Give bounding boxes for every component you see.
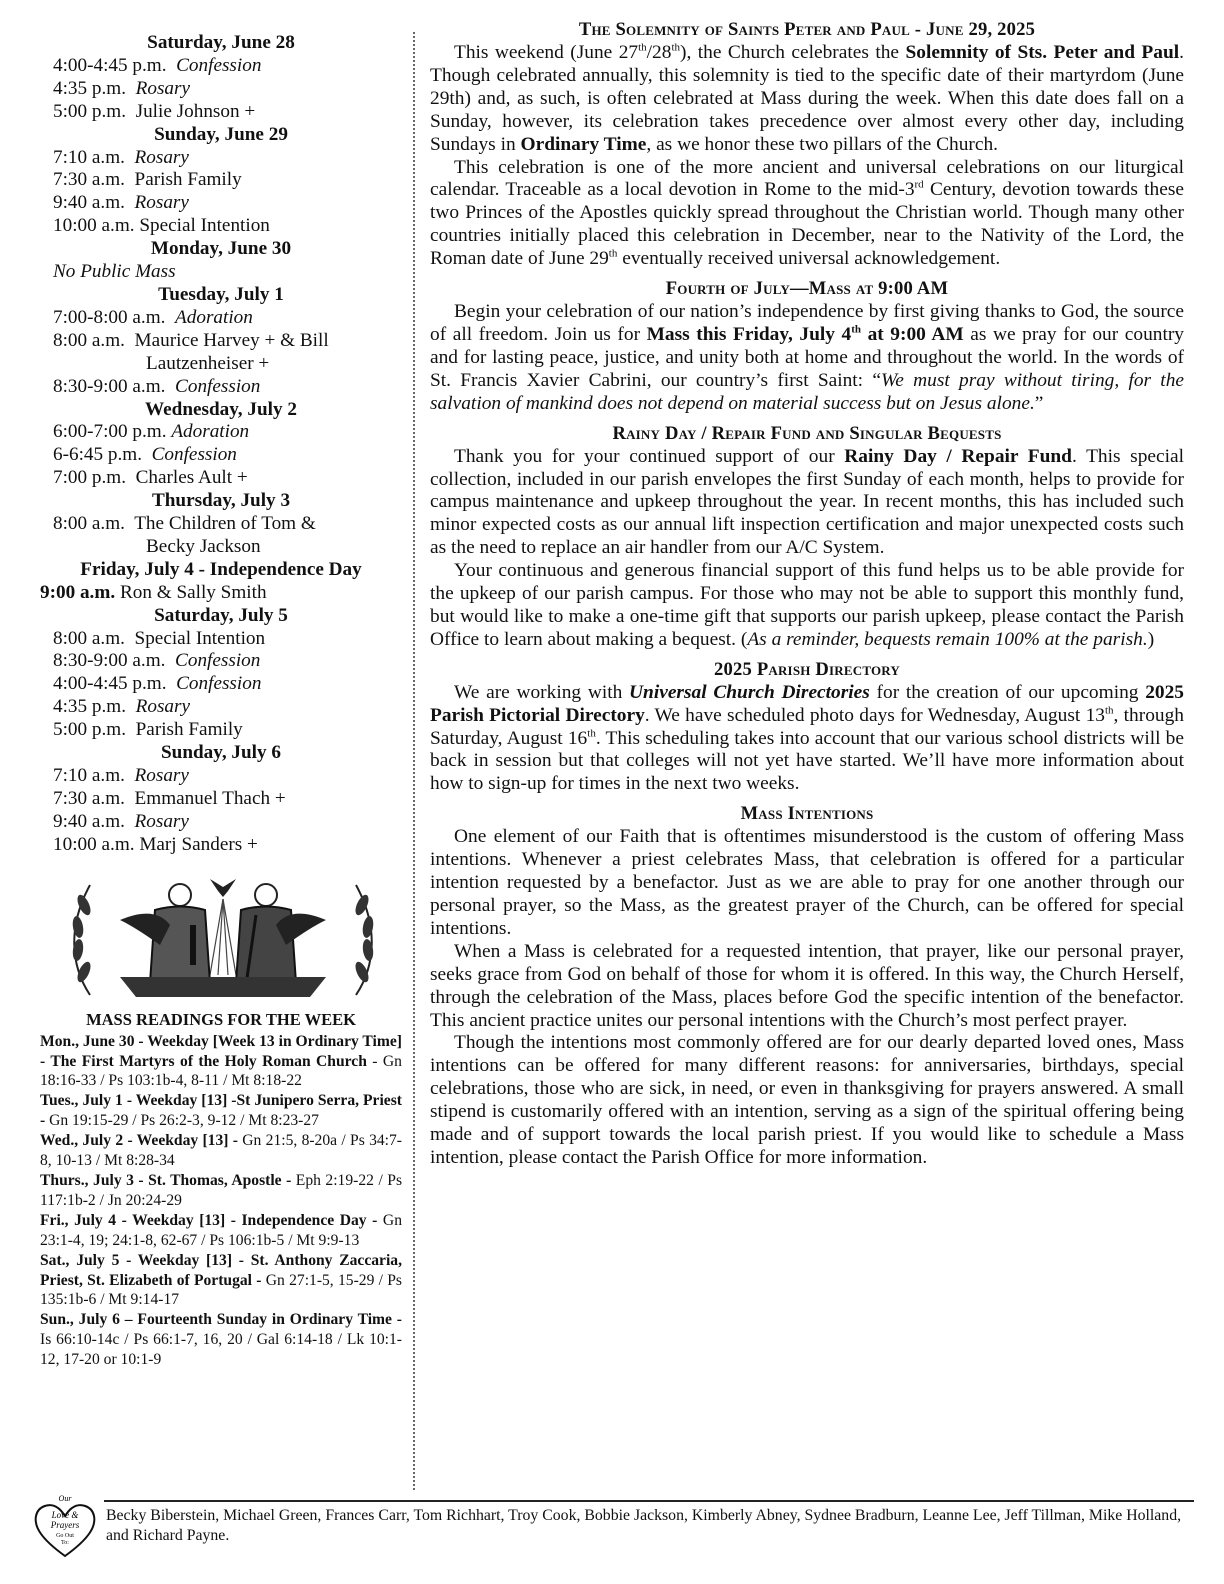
article-paragraph: One element of our Faith that is oftentimes misunderstood is the custom of offering Mass intentions. Whenever a priest celebrates Mass, that celebration is offered for a particular intention requested by a benefactor. Just as we are able to pray for one another through our personal prayer, so the Mass, as the greatest prayer of the Church, can be offered for special intentions. xyxy=(430,826,1184,939)
reading-item: Tues., July 1 - Weekday [13] -St Junipero Serra, Priest - Gn 19:15-29 / Ps 26:2-3, 9-12 / Mt 8:23-27 xyxy=(40,1092,402,1130)
article-paragraph: Though the intentions most commonly offered are for our dearly departed loved ones, Mass intentions can be offered for many different reasons: for anniversaries, birthdays, special celebrations, those who are sick, in need, or even in thanksgiving for prayers answered. A small stipend is customarily offered with an intention, serving as a sign of the spiritual offering being made and of support towards the local parish priest. If you would like to schedule a Mass intention, please contact the Parish Office for more information. xyxy=(430,1032,1184,1168)
logo-text: Our xyxy=(58,1494,72,1503)
schedule-entry: 7:30 a.m. Emmanuel Thach + xyxy=(53,787,286,809)
reading-item: Thurs., July 3 - St. Thomas, Apostle - Eph 2:19-22 / Ps 117:1b-2 / Jn 20:24-29 xyxy=(40,1171,403,1209)
schedule-entry: 5:00 p.m. Julie Johnson + xyxy=(53,100,256,122)
schedule-entry: 7:00-8:00 a.m. Adoration xyxy=(53,306,253,328)
logo-text: To: xyxy=(61,1540,69,1546)
article-heading-peter-paul: The Solemnity of Saints Peter and Paul - June 29, 2025 xyxy=(578,19,1036,40)
article-paragraph: This weekend (June 27th/28th), the Church celebrates the Solemnity of Sts. Peter and Paul. Though celebrated annually, this solemnity is tied to the specific date of their martyrdom (June 29th) and, as such, is often celebrated at Mass during the week. When this date does fall on a Sunday, however, its celebration takes precedence over almost every other day, including Sundays in Ordinary Time, as we honor these two pillars of the Church. xyxy=(430,41,1184,155)
schedule-entry: 8:30-9:00 a.m. Confession xyxy=(53,375,261,397)
article-heading-parish-directory: 2025 Parish Directory xyxy=(713,658,901,680)
schedule-day: Tuesday, July 1 xyxy=(158,283,284,305)
article-heading-fourth-of-july: Fourth of July—Mass at 9:00 AM xyxy=(665,278,949,300)
schedule-entry: No Public Mass xyxy=(53,261,176,283)
logo-text: Love & xyxy=(51,1510,79,1520)
article-paragraph: When a Mass is celebrated for a requested intention, that prayer, like our personal prayer, seeks grace from God on behalf of those for whom it is offered. In this way, the Church Herself, through the celebration of the Mass, places before God the specific intention of the benefactor. This ancient practice unites our personal intentions with the Church’s most perfect prayer. xyxy=(430,940,1184,1031)
saints-peter-paul-illustration xyxy=(60,865,386,1001)
footer-rule xyxy=(104,1500,1194,1502)
schedule-day: Thursday, July 3 xyxy=(151,490,291,512)
schedule-day: Wednesday, July 2 xyxy=(145,398,297,420)
schedule-entry: 4:35 p.m. Rosary xyxy=(53,77,190,99)
schedule-day: Friday, July 4 - Independence Day xyxy=(80,558,362,580)
schedule-entry: 7:30 a.m. Parish Family xyxy=(53,169,242,191)
schedule-entry: 9:00 a.m. Ron & Sally Smith xyxy=(40,581,267,603)
column-divider xyxy=(413,32,415,1490)
article-paragraph: Thank you for your continued support of our Rainy Day / Repair Fund. This special collection, included in our parish envelopes the first Sunday of each month, helps to provide for campus maintenance and upkeep throughout the year. In recent months, this has included such minor expected costs as our annual lift inspection certification and major unexpected costs such as the need to replace an air handler from our A/C System. xyxy=(430,445,1184,559)
schedule-entry: 6-6:45 p.m. Confession xyxy=(53,444,237,466)
prayer-list-names: Becky Biberstein, Michael Green, Frances Carr, Tom Richhart, Troy Cook, Bobbie Jackson, Kimberly Abney, Sydnee Bradburn, Leanne Lee, Jeff Tillman, Mike Holland, and Richard Payne. xyxy=(106,1507,1182,1544)
reading-item: Sat., July 5 - Weekday [13] - St. Anthony Zaccaria, Priest, St. Elizabeth of Portugal - Gn 27:1-5, 15-29 / Ps 135:1b-6 / Mt 9:14-17 xyxy=(40,1251,402,1309)
schedule-entry: 9:40 a.m. Rosary xyxy=(53,810,189,832)
article-heading-rainy-day: Rainy Day / Repair Fund and Singular Bequests xyxy=(612,422,1002,444)
reading-item: Mon., June 30 - Weekday [Week 13 in Ordinary Time] - The First Martyrs of the Holy Roman Church - Gn 18:16-33 / Ps 103:1b-4, 8-11 / Mt 8:18-22 xyxy=(40,1032,402,1090)
logo-text: Go Out xyxy=(56,1533,74,1539)
heart-logo xyxy=(30,1492,100,1562)
schedule-entry: 8:00 a.m. Maurice Harvey + & Bill Lautzenheiser + xyxy=(53,329,329,374)
schedule-entry: 4:35 p.m. Rosary xyxy=(53,696,190,718)
schedule-entry: 4:00-4:45 p.m. Confession xyxy=(53,673,262,695)
schedule-entry: 7:10 a.m. Rosary xyxy=(53,146,189,168)
article-paragraph: We are working with Universal Church Directories for the creation of our upcoming 2025 Parish Pictorial Directory. We have scheduled photo days for Wednesday, August 13th, through Saturday, August 16th. This scheduling takes into account that our various school districts will be back in session but that colleges will not yet have started. We’ll have more information about how to sign-up for times in the next two weeks. xyxy=(430,681,1184,795)
right-column xyxy=(430,18,1184,1170)
article-heading-mass-intentions: Mass Intentions xyxy=(740,803,874,825)
schedule-day: Sunday, July 6 xyxy=(161,742,281,764)
article-paragraph: Your continuous and generous financial support of this fund helps us to be able provide for the upkeep of our parish campus. For those who may not be able to support this monthly fund, but would like to make a one-time gift that supports our parish upkeep, please contact the Parish Office to learn about making a bequest. (As a reminder, bequests remain 100% at the parish.) xyxy=(430,560,1184,650)
schedule-entry: 10:00 a.m. Special Intention xyxy=(53,215,270,237)
schedule-entry: 8:00 a.m. Special Intention xyxy=(53,627,266,649)
schedule-entry: 8:30-9:00 a.m. Confession xyxy=(53,650,261,672)
logo-text: Prayers xyxy=(50,1520,80,1530)
schedule-day: Saturday, July 5 xyxy=(154,604,288,626)
readings-title: MASS READINGS FOR THE WEEK xyxy=(86,1009,356,1029)
schedule-entry: 6:00-7:00 p.m. Adoration xyxy=(53,421,250,443)
schedule-entry: 7:10 a.m. Rosary xyxy=(53,765,189,786)
mass-readings-list xyxy=(40,1032,402,1370)
schedule-day: Saturday, June 28 xyxy=(147,32,295,53)
schedule-entry: 10:00 a.m. Marj Sanders + xyxy=(53,833,258,855)
left-column xyxy=(40,32,402,1370)
schedule-day: Sunday, June 29 xyxy=(154,123,288,145)
schedule-entry: 4:00-4:45 p.m. Confession xyxy=(53,54,262,76)
mass-schedule xyxy=(40,32,402,857)
reading-item: Wed., July 2 - Weekday [13] - Gn 21:5, 8-20a / Ps 34:7-8, 10-13 / Mt 8:28-34 xyxy=(40,1132,402,1170)
schedule-entry: 8:00 a.m. The Children of Tom & Becky Jackson xyxy=(53,513,316,557)
article-paragraph: Begin your celebration of our nation’s independence by first giving thanks to God, the source of all freedom. Join us for Mass this Friday, July 4th at 9:00 AM as we pray for our country and for lasting peace, justice, and unity both at home and throughout the world. In the words of St. Francis Xavier Cabrini, our country’s first Saint: “We must pray without tiring, for the salvation of mankind does not depend on material success but on Jesus alone.” xyxy=(430,301,1185,414)
schedule-entry: 5:00 p.m. Parish Family xyxy=(53,719,243,741)
schedule-entry: 7:00 p.m. Charles Ault + xyxy=(53,467,248,489)
schedule-entry: 9:40 a.m. Rosary xyxy=(53,192,189,214)
reading-item: Sun., July 6 – Fourteenth Sunday in Ordinary Time - Is 66:10-14c / Ps 66:1-7, 16, 20 / Gal 6:14-18 / Lk 10:1-12, 17-20 or 10:1-9 xyxy=(40,1311,402,1369)
reading-item: Fri., July 4 - Weekday [13] - Independence Day - Gn 23:1-4, 19; 24:1-8, 62-67 / Ps 106:1b-5 / Mt 9:9-13 xyxy=(40,1211,402,1249)
article-paragraph: This celebration is one of the more ancient and universal celebrations on our liturgical calendar. Traceable as a local devotion in Rome to the mid-3rd Century, devotion towards these two Princes of the Apostles quickly spread throughout the Christian world. Though many other countries initially placed this celebration in December, near to the Nativity of the Lord, the Roman date of June 29th eventually received universal acknowledgement. xyxy=(430,156,1184,270)
schedule-day: Monday, June 30 xyxy=(150,238,292,260)
